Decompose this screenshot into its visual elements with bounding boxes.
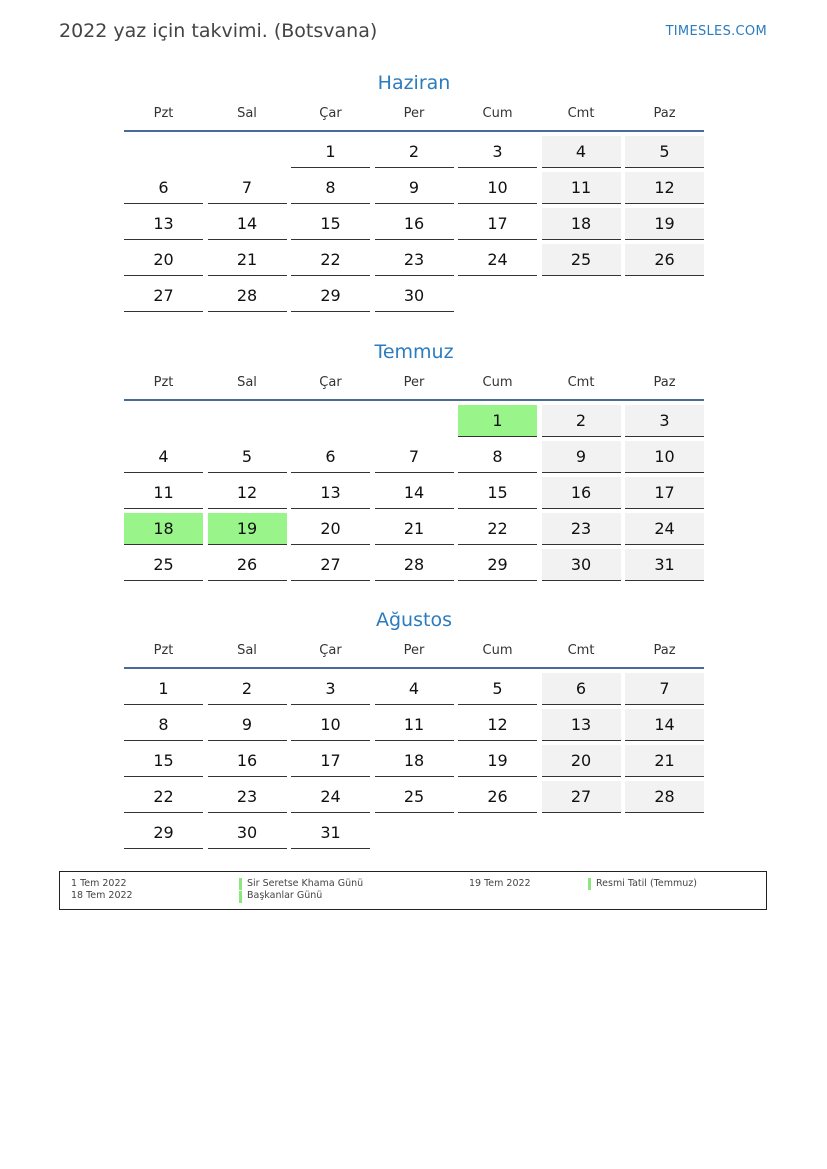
day-cell: 22: [291, 244, 370, 276]
weeks-grid: [124, 132, 704, 316]
weekday-label: Cmt: [567, 375, 595, 390]
day-cell: 23: [542, 513, 621, 545]
day-cell: 14: [208, 208, 287, 240]
day-cell: 12: [458, 709, 537, 741]
empty-day-cell: [375, 817, 454, 848]
weekday-label: Cum: [482, 643, 513, 658]
weekday-label: Çar: [319, 106, 342, 121]
day-cell: 3: [458, 136, 537, 168]
day-cell: 13: [124, 208, 203, 240]
day-cell: 5: [625, 136, 704, 168]
legend-holiday-name: Başkanlar Günü: [247, 890, 323, 901]
day-cell: 7: [375, 441, 454, 473]
weekday-label: Per: [403, 375, 425, 390]
day-cell: 13: [542, 709, 621, 741]
day-cell: 23: [208, 781, 287, 813]
day-cell: 26: [208, 549, 287, 581]
holiday-color-marker: [239, 891, 242, 903]
day-cell: 10: [458, 172, 537, 204]
day-cell: 15: [458, 477, 537, 509]
day-cell: 22: [124, 781, 203, 813]
day-cell: 14: [375, 477, 454, 509]
day-cell: 19: [458, 745, 537, 777]
weekday-label: Paz: [653, 643, 676, 658]
legend-date: 18 Tem 2022: [71, 890, 133, 901]
day-cell: 12: [625, 172, 704, 204]
week-row: [124, 244, 704, 280]
day-cell: 10: [291, 709, 370, 741]
weeks-grid: [124, 669, 704, 853]
day-cell: 2: [208, 673, 287, 705]
day-cell: 25: [124, 549, 203, 581]
day-cell: 4: [124, 441, 203, 473]
day-cell: 21: [375, 513, 454, 545]
day-cell: 1: [458, 405, 537, 437]
weekday-label: Cum: [482, 375, 513, 390]
empty-day-cell: [542, 280, 621, 311]
month-title: Haziran: [377, 72, 451, 94]
day-cell: 27: [542, 781, 621, 813]
weekday-label: Paz: [653, 106, 676, 121]
day-cell: 26: [625, 244, 704, 276]
day-cell: 30: [542, 549, 621, 581]
day-cell: 4: [542, 136, 621, 168]
week-row: [124, 817, 704, 853]
weekday-label: Cmt: [567, 106, 595, 121]
day-cell: 16: [208, 745, 287, 777]
day-cell: 13: [291, 477, 370, 509]
empty-day-cell: [208, 405, 287, 436]
month-title: Ağustos: [376, 609, 452, 631]
weekday-label: Çar: [319, 375, 342, 390]
day-cell: 15: [291, 208, 370, 240]
week-row: [124, 477, 704, 513]
week-row: [124, 172, 704, 208]
day-cell: 11: [542, 172, 621, 204]
day-cell: 27: [124, 280, 203, 312]
day-cell: 12: [208, 477, 287, 509]
empty-day-cell: [458, 817, 537, 848]
day-cell: 11: [124, 477, 203, 509]
week-row: [124, 549, 704, 585]
week-row: [124, 745, 704, 781]
day-cell: 2: [375, 136, 454, 168]
empty-day-cell: [458, 280, 537, 311]
day-cell: 28: [208, 280, 287, 312]
empty-day-cell: [124, 405, 203, 436]
day-cell: 8: [291, 172, 370, 204]
day-cell: 1: [291, 136, 370, 168]
day-cell: 24: [625, 513, 704, 545]
day-cell: 29: [124, 817, 203, 849]
holiday-color-marker: [239, 878, 242, 890]
month-title: Temmuz: [374, 341, 454, 363]
week-row: [124, 405, 704, 441]
week-row: [124, 280, 704, 316]
weekday-header: [124, 643, 704, 669]
day-cell: 23: [375, 244, 454, 276]
legend-holiday-name: Resmi Tatil (Temmuz): [596, 878, 697, 889]
day-cell: 24: [291, 781, 370, 813]
day-cell: 9: [542, 441, 621, 473]
day-cell: 30: [375, 280, 454, 312]
day-cell: 6: [542, 673, 621, 705]
day-cell: 28: [625, 781, 704, 813]
day-cell: 17: [625, 477, 704, 509]
day-cell: 7: [625, 673, 704, 705]
weekday-label: Per: [403, 643, 425, 658]
weekday-label: Sal: [237, 643, 257, 658]
weekday-label: Cum: [482, 106, 513, 121]
weekday-label: Sal: [237, 375, 257, 390]
day-cell: 14: [625, 709, 704, 741]
week-row: [124, 208, 704, 244]
day-cell: 4: [375, 673, 454, 705]
day-cell: 15: [124, 745, 203, 777]
day-cell: 1: [124, 673, 203, 705]
day-cell: 3: [291, 673, 370, 705]
day-cell: 18: [542, 208, 621, 240]
weekday-label: Per: [403, 106, 425, 121]
day-cell: 20: [542, 745, 621, 777]
day-cell: 9: [208, 709, 287, 741]
day-cell: 2: [542, 405, 621, 437]
day-cell: 6: [124, 172, 203, 204]
day-cell: 29: [291, 280, 370, 312]
month-calendar-june: [124, 70, 704, 316]
day-cell: 9: [375, 172, 454, 204]
day-cell: 5: [458, 673, 537, 705]
empty-day-cell: [625, 280, 704, 311]
day-cell: 18: [375, 745, 454, 777]
day-cell: 17: [291, 745, 370, 777]
weekday-label: Paz: [653, 375, 676, 390]
day-cell: 28: [375, 549, 454, 581]
day-cell: 20: [291, 513, 370, 545]
day-cell: 10: [625, 441, 704, 473]
day-cell: 30: [208, 817, 287, 849]
page-title: 2022 yaz için takvimi. (Botsvana): [59, 20, 378, 42]
weekday-header: [124, 375, 704, 401]
day-cell: 31: [291, 817, 370, 849]
empty-day-cell: [208, 136, 287, 167]
day-cell: 16: [375, 208, 454, 240]
weeks-grid: [124, 401, 704, 585]
weekday-label: Pzt: [153, 643, 174, 658]
holiday-color-marker: [588, 878, 591, 890]
legend-date: 1 Tem 2022: [71, 878, 127, 889]
day-cell: 17: [458, 208, 537, 240]
day-cell: 21: [208, 244, 287, 276]
month-calendar-july: [124, 339, 704, 585]
day-cell: 24: [458, 244, 537, 276]
day-cell: 11: [375, 709, 454, 741]
day-cell: 21: [625, 745, 704, 777]
day-cell: 16: [542, 477, 621, 509]
week-row: [124, 673, 704, 709]
empty-day-cell: [291, 405, 370, 436]
weekday-label: Çar: [319, 643, 342, 658]
day-cell: 5: [208, 441, 287, 473]
empty-day-cell: [542, 817, 621, 848]
day-cell: 3: [625, 405, 704, 437]
empty-day-cell: [375, 405, 454, 436]
weekday-label: Pzt: [153, 375, 174, 390]
weekday-label: Cmt: [567, 643, 595, 658]
day-cell: 6: [291, 441, 370, 473]
day-cell: 25: [375, 781, 454, 813]
day-cell: 19: [625, 208, 704, 240]
week-row: [124, 136, 704, 172]
weekday-label: Pzt: [153, 106, 174, 121]
day-cell: 20: [124, 244, 203, 276]
day-cell: 31: [625, 549, 704, 581]
month-calendar-august: [124, 607, 704, 853]
week-row: [124, 441, 704, 477]
day-cell: 19: [208, 513, 287, 545]
day-cell: 22: [458, 513, 537, 545]
weekday-label: Sal: [237, 106, 257, 121]
week-row: [124, 513, 704, 549]
day-cell: 26: [458, 781, 537, 813]
empty-day-cell: [625, 817, 704, 848]
holiday-legend: [59, 871, 767, 910]
weekday-header: [124, 106, 704, 132]
legend-holiday-name: Sir Seretse Khama Günü: [247, 878, 364, 889]
brand-link[interactable]: TIMESLES.COM: [665, 24, 767, 39]
legend-date: 19 Tem 2022: [469, 878, 531, 889]
week-row: [124, 709, 704, 745]
day-cell: 8: [124, 709, 203, 741]
day-cell: 7: [208, 172, 287, 204]
day-cell: 8: [458, 441, 537, 473]
empty-day-cell: [124, 136, 203, 167]
day-cell: 29: [458, 549, 537, 581]
day-cell: 18: [124, 513, 203, 545]
day-cell: 27: [291, 549, 370, 581]
week-row: [124, 781, 704, 817]
day-cell: 25: [542, 244, 621, 276]
